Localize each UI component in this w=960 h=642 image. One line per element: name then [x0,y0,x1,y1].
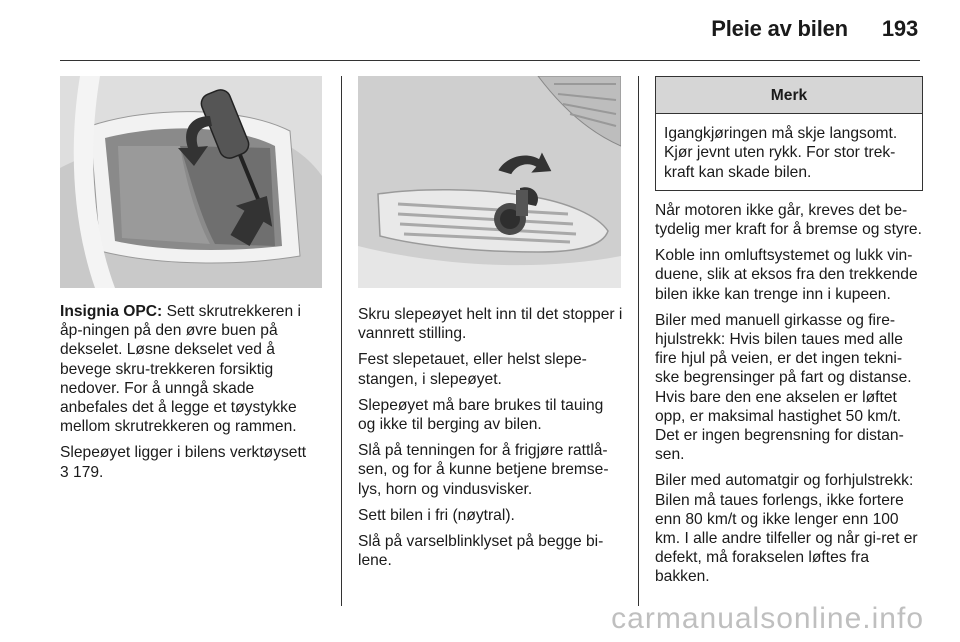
header-rule [60,60,920,61]
page-number: 193 [881,16,918,41]
opc-instruction [60,302,326,436]
opc-text: Sett skrutrekkeren i åp-ningen på den øvre buen på dekselet. Løsne dekselet ved å bevege skru-trekkeren forsiktig nedover. For å unngå skade anbefales det å legge et tøystykke mellom skrutrekkeren og rammen. [60,303,301,436]
right-column [655,76,923,594]
page-reference: 179. [68,463,104,481]
note-text: Igangkjøringen må skje langsomt. Kjør jevnt uten rykk. For stor trek-kraft kan skade bilen. [664,125,898,181]
right-paragraph: Biler med automatgir og forhjulstrekk: Bilen må taues forlengs, ikke fortere enn 80 km/t og ikke lenger enn 100 km. I alle andre tilfeller og når gi-ret er defekt, må forakselen løftes fra bakken. [655,472,918,586]
middle-paragraph: Sett bilen i fri (nøytral). [358,506,515,524]
watermark: carmanualsonline.info [611,602,924,635]
right-paragraph: Når motoren ikke går, kreves det be-tydelig mer kraft for å bremse og styre. [655,201,922,239]
note-box [655,76,923,191]
toolkit-text: Slepeøyet ligger i bilens verktøysett [60,444,307,462]
middle-paragraph: Slepeøyet må bare brukes til tauing og ikke til berging av bilen. [358,396,604,434]
opc-label: Insignia OPC: [60,303,163,320]
middle-column [358,305,624,577]
figure-tow-eye [358,76,621,288]
tow-eye-illustration [358,76,621,288]
middle-paragraph: Skru slepeøyet helt inn til det stopper i vannrett stilling. [358,306,623,343]
column-divider-1 [341,76,342,606]
middle-paragraph: Slå på varselblinklyset på begge bi-lene. [358,533,604,570]
note-title: Merk [656,77,922,114]
page-reference-icon: 3 [60,463,69,481]
left-column [60,302,326,489]
screwdriver-illustration [60,76,322,288]
column-divider-2 [638,76,639,606]
right-paragraph: Koble inn omluftsystemet og lukk vin-duene, slik at eksos fra den trekkende bilen ikke kan trenge inn i kupeen. [655,247,918,303]
section-title: Pleie av bilen [711,16,848,41]
figure-screwdriver-cover [60,76,322,288]
middle-paragraph: Fest slepetauet, eller helst slepe-stangen, i slepeøyet. [358,351,587,388]
toolkit-paragraph [60,443,326,481]
middle-paragraph: Slå på tenningen for å frigjøre rattlå-sen, og for å kunne betjene bremse-lys, horn og vindusvisker. [358,442,609,498]
right-paragraph: Biler med manuell girkasse og fire-hjulstrekk: Hvis bilen taues med alle fire hjul på veien, er det ingen tekni-ske begrensinger på fart og distanse. Hvis bare den ene akselen er løftet opp, er maksimal hastighet 50 km/t. Det er ingen begrensning for distan-sen. [655,311,912,464]
page-header-title [711,16,918,42]
